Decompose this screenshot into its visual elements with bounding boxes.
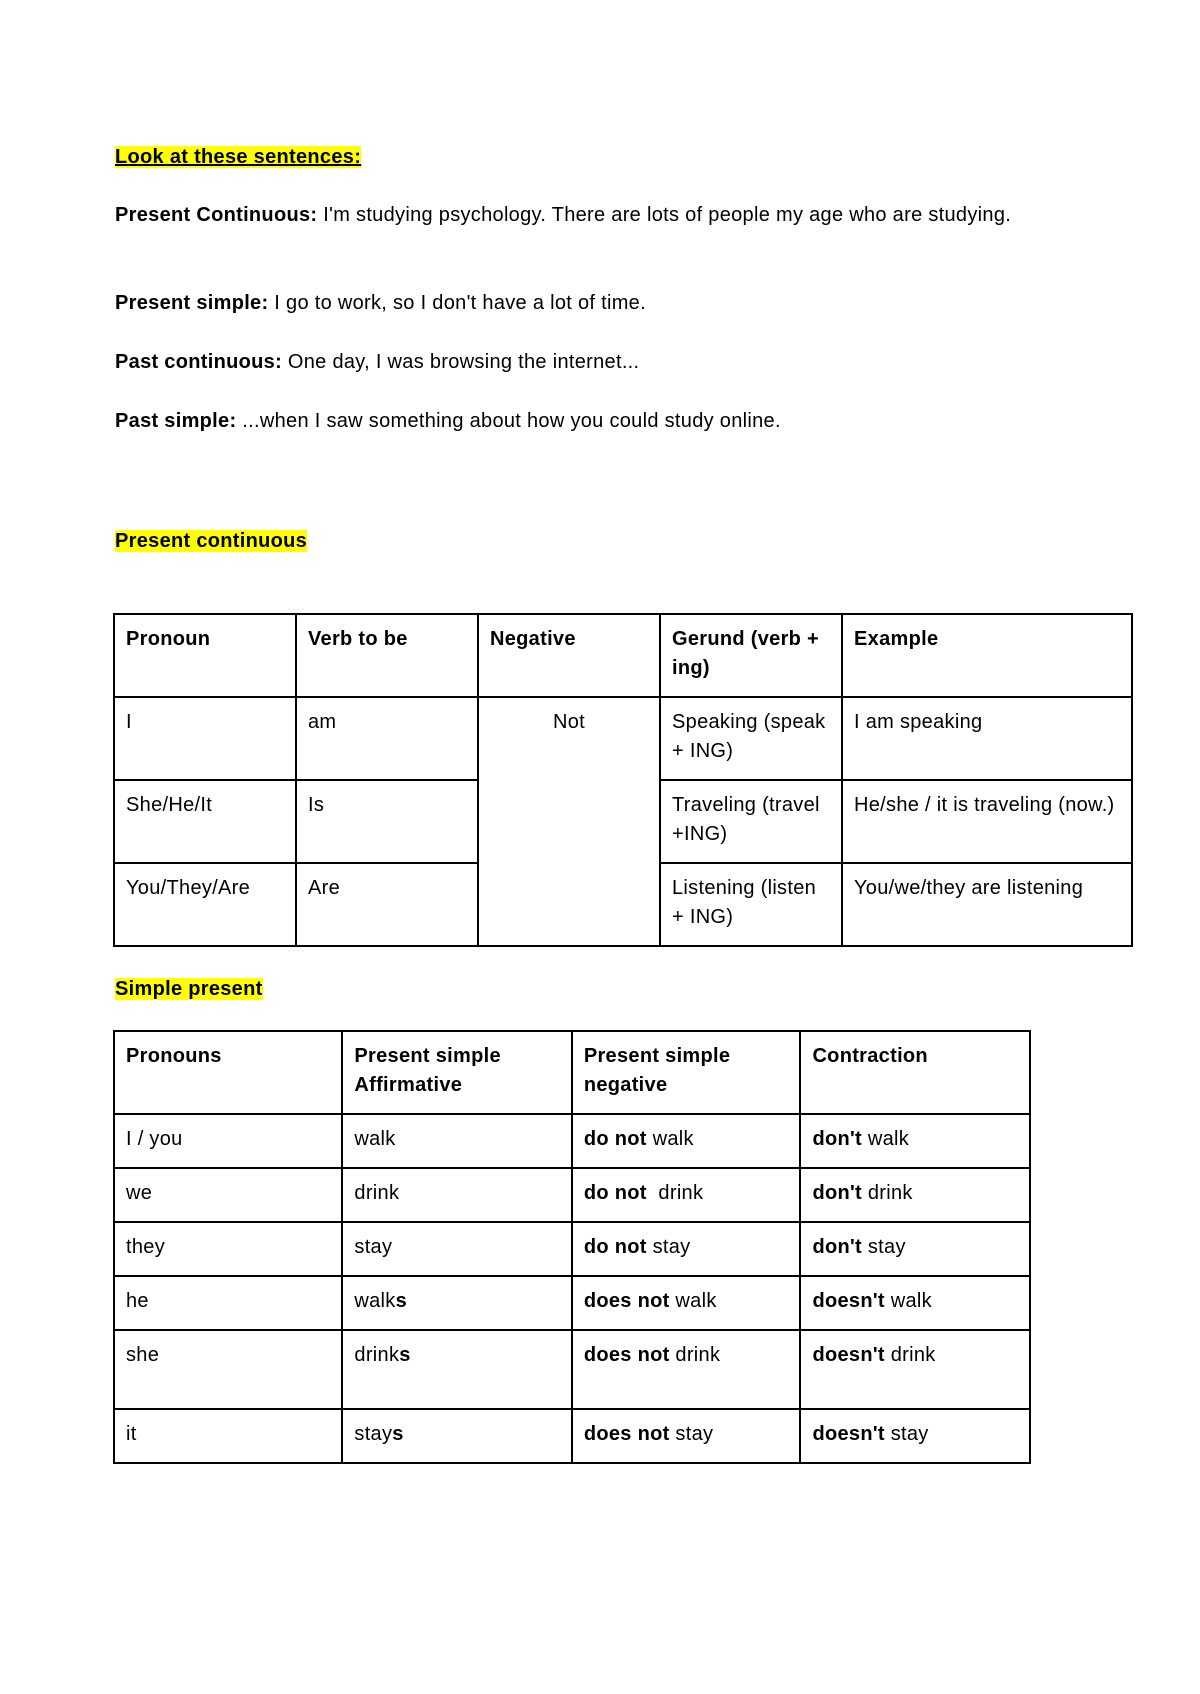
cell-negative: do not walk (572, 1114, 801, 1168)
cell-contraction: doesn't drink (800, 1330, 1030, 1409)
cell-affirmative: drink (342, 1168, 571, 1222)
table-header-row (114, 614, 1132, 697)
cell-negative: do not stay (572, 1222, 801, 1276)
table-row (114, 697, 1132, 780)
cell-gerund: Traveling (travel +ING) (660, 780, 842, 863)
present-continuous-table (113, 613, 1133, 947)
cell-pronoun: they (114, 1222, 342, 1276)
cell-contraction: don't drink (800, 1168, 1030, 1222)
cell-pronoun: She/He/It (114, 780, 296, 863)
cell-example: You/we/they are listening (842, 863, 1132, 946)
cell-pronoun: I / you (114, 1114, 342, 1168)
sentence-past-simple: Past simple: ...when I saw something about how you could study online. (115, 410, 781, 432)
cell-pronoun: You/They/Are (114, 863, 296, 946)
simple-present-heading: Simple present (115, 978, 263, 1000)
cell-contraction: doesn't stay (800, 1409, 1030, 1463)
cell-verb: Is (296, 780, 478, 863)
cell-negative: does not stay (572, 1409, 801, 1463)
sentence-past-continuous: Past continuous: One day, I was browsing the internet... (115, 351, 640, 373)
header-example: Example (842, 614, 1132, 697)
header-gerund: Gerund (verb + ing) (660, 614, 842, 697)
sentence-present-continuous: Present Continuous: I'm studying psychology. There are lots of people my age who are studying. (115, 204, 1012, 226)
cell-negative: does not walk (572, 1276, 801, 1330)
header-verb-to-be: Verb to be (296, 614, 478, 697)
header-pronouns: Pronouns (114, 1031, 342, 1114)
cell-affirmative: stay (342, 1222, 571, 1276)
table-row (114, 1276, 1030, 1330)
cell-gerund: Listening (listen + ING) (660, 863, 842, 946)
cell-contraction: don't stay (800, 1222, 1030, 1276)
table-row (114, 1409, 1030, 1463)
cell-negative: do not drink (572, 1168, 801, 1222)
header-negative: Present simple negative (572, 1031, 801, 1114)
cell-affirmative: walk (342, 1114, 571, 1168)
header-negative: Negative (478, 614, 660, 697)
intro-heading: Look at these sentences: (115, 146, 362, 168)
cell-example: I am speaking (842, 697, 1132, 780)
cell-pronoun: he (114, 1276, 342, 1330)
cell-pronoun: she (114, 1330, 342, 1409)
cell-gerund: Speaking (speak + ING) (660, 697, 842, 780)
table-row (114, 1114, 1030, 1168)
table-row (114, 1168, 1030, 1222)
cell-pronoun: it (114, 1409, 342, 1463)
cell-verb: Are (296, 863, 478, 946)
cell-contraction: doesn't walk (800, 1276, 1030, 1330)
table-header-row (114, 1031, 1030, 1114)
table-row (114, 1330, 1030, 1409)
cell-pronoun: I (114, 697, 296, 780)
header-contraction: Contraction (800, 1031, 1030, 1114)
cell-affirmative: walks (342, 1276, 571, 1330)
present-continuous-heading: Present continuous (115, 530, 308, 552)
cell-example: He/she / it is traveling (now.) (842, 780, 1132, 863)
cell-affirmative: drinks (342, 1330, 571, 1409)
header-pronoun: Pronoun (114, 614, 296, 697)
simple-present-table (113, 1030, 1031, 1464)
cell-pronoun: we (114, 1168, 342, 1222)
table-row (114, 1222, 1030, 1276)
header-affirmative: Present simple Affirmative (342, 1031, 571, 1114)
cell-negative: does not drink (572, 1330, 801, 1409)
cell-affirmative: stays (342, 1409, 571, 1463)
cell-negative: Not (478, 697, 660, 946)
cell-verb: am (296, 697, 478, 780)
sentence-present-simple: Present simple: I go to work, so I don't have a lot of time. (115, 292, 646, 314)
cell-contraction: don't walk (800, 1114, 1030, 1168)
